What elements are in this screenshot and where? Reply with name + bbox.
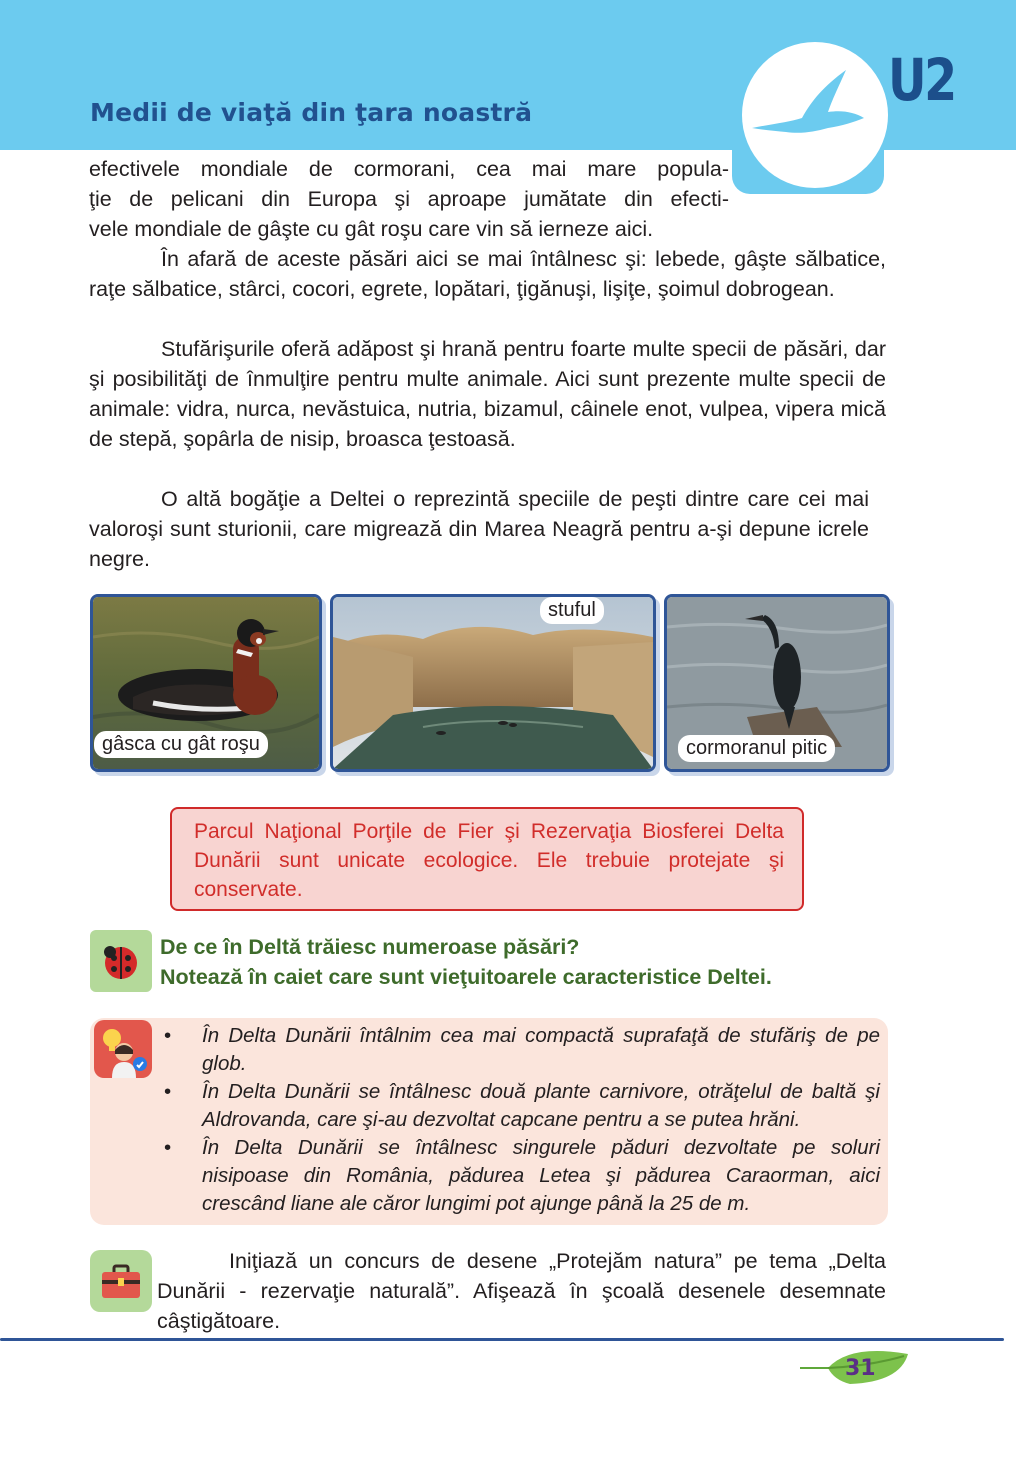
paragraph-1-line: vele mondiale de gâşte cu gât roşu care vin să ierneze aici.: [89, 217, 654, 241]
bullet: •: [164, 1136, 172, 1159]
fact-text: În Delta Dunării întâlnim cea mai compactă suprafaţă de stufăriş de pe glob.: [202, 1024, 880, 1075]
reed-caption: stuful: [540, 597, 604, 624]
bottom-rule: [0, 1338, 1004, 1341]
fact-text: În Delta Dunării se întâlnesc singurele păduri dezvoltate pe soluri nisipoase din România, pădurea Letea şi pădurea Caraorman, aici crescând liane ale căror lungimi pot ajunge până la 25 de m.: [202, 1136, 880, 1215]
question-1: De ce în Deltă trăiesc numeroase păsări?: [160, 935, 580, 959]
question-2: Notează în caiet care sunt vieţuitoarele caracteristice Deltei.: [160, 965, 772, 989]
idea-person-icon: [94, 1020, 152, 1078]
facts-list: [160, 1022, 880, 1218]
conservation-note: [170, 807, 804, 911]
task-text: Iniţiază un concurs de desene „Protejăm natura” pe tema „Delta Dunării - rezervaţie naturală”. Afişează în şcoală desenele desemnate câştigătoare.: [157, 1249, 886, 1333]
paragraph-1-line: ţie de pelicani din Europa şi aproape jumătate din efecti-: [89, 187, 729, 211]
bullet: •: [164, 1024, 172, 1047]
fact-item: [160, 1134, 880, 1218]
ladybug-icon-box: [90, 930, 152, 992]
fact-item: [160, 1022, 880, 1078]
conservation-note-text: Parcul Naţional Porţile de Fier şi Rezervaţia Biosferei Delta Dunării sunt unicate ecologice. Ele trebuie protejate şi conservate.: [194, 820, 784, 901]
goose-caption: gâsca cu gât roşu: [94, 731, 268, 758]
page-number: 31: [845, 1356, 876, 1381]
unit-circle: [742, 42, 888, 188]
chapter-title: Medii de viaţă din ţara noastră: [90, 98, 533, 127]
cormorant-caption: cormoranul pitic: [678, 735, 835, 762]
unit-label: U2: [888, 46, 955, 114]
bullet: •: [164, 1080, 172, 1103]
paragraph-4: O altă bogăţie a Deltei o reprezintă speciile de peşti dintre care cei mai valoroşi sunt sturionii, care migrează din Marea Neagră pentru a-şi depune icrele negre.: [89, 487, 869, 571]
idea-icon-box: [94, 1020, 152, 1078]
fact-text: În Delta Dunării se întâlnesc două plante carnivore, otrăţelul de baltă şi Aldrovanda, care şi-au dezvoltat capcane pentru a se putea hrăni.: [202, 1080, 880, 1131]
paragraph-1: [89, 154, 729, 244]
ladybug-icon: [90, 930, 152, 992]
fact-item: [160, 1078, 880, 1134]
questions: [160, 932, 772, 992]
paragraph-3: Stufărişurile oferă adăpost şi hrană pentru foarte multe specii de păsări, dar şi posibilităţi de înmulţire pentru multe animale. Aici sunt prezente multe specii de animale: vidra, nurca, nevăstuica, nutria, bizamul, câinele enot, vulpea, vipera mică de stepă, şopârla de nisip, broasca ţestoasă.: [89, 337, 886, 451]
briefcase-icon-box: [90, 1250, 152, 1312]
bird-silhouette-icon: [742, 42, 888, 188]
paragraph-1-line: efectivele mondiale de cormorani, cea mai mare popula-: [89, 157, 729, 181]
reed-photo: [330, 594, 656, 772]
briefcase-icon: [90, 1250, 152, 1312]
paragraph-2: În afară de aceste păsări aici se mai întâlnesc şi: lebede, gâşte sălbatice, raţe sălbatice, stârci, cocori, egrete, lopătari, ţigănuşi, lişiţe, şoimul dobrogean.: [89, 247, 886, 301]
